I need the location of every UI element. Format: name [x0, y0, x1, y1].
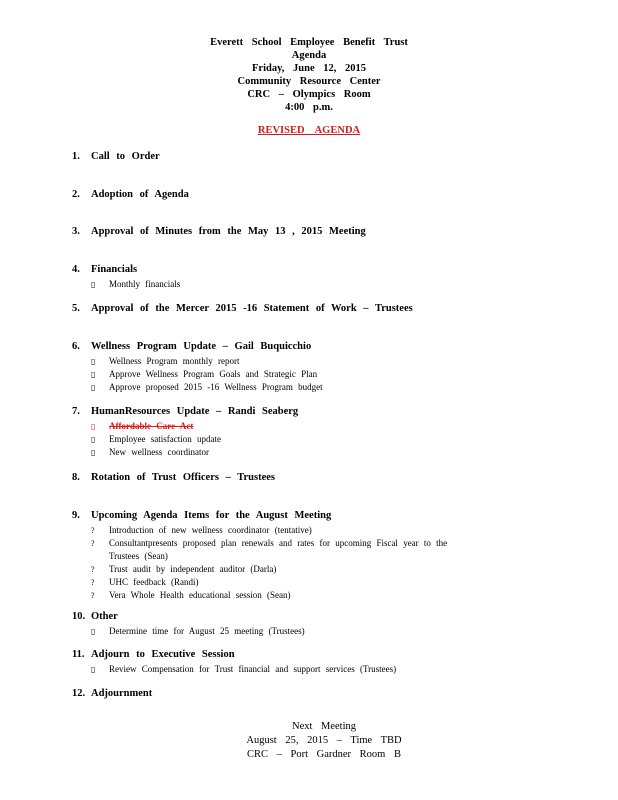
sub-item: ▯ Approve Wellness Program Goals and Strategic Plan — [91, 369, 318, 379]
item-number: 7. — [72, 406, 80, 417]
square-bullet-icon: ▯ — [91, 383, 96, 392]
item-number: 9. — [72, 510, 80, 521]
agenda-item-1 — [72, 150, 542, 163]
item-title: Adjourn to Executive Session — [91, 649, 235, 660]
item-number: 6. — [72, 341, 80, 352]
agenda-item-4 — [72, 263, 542, 291]
meeting-date: Friday, June 12, 2015 — [252, 63, 366, 74]
revised-agenda-label: REVISED AGENDA — [257, 125, 361, 136]
item-number: 4. — [72, 264, 80, 275]
item-number: 10. — [72, 611, 86, 622]
meeting-venue: Community Resource Center — [237, 76, 381, 87]
question-bullet-icon: ? — [91, 591, 95, 600]
item-number: 3. — [72, 226, 80, 237]
item-title: Wellness Program Update – Gail Buquicchio — [91, 341, 312, 352]
next-meeting-footer — [0, 720, 618, 762]
sub-item: ▯ Wellness Program monthly report — [91, 356, 240, 366]
square-bullet-icon: ▯ — [91, 370, 96, 379]
agenda-item-7 — [72, 405, 542, 459]
sub-item: ? UHC feedback (Randi) — [91, 577, 199, 587]
square-bullet-icon: ▯ — [91, 422, 96, 431]
item-number: 11. — [72, 649, 85, 660]
item-number: 1. — [72, 151, 80, 162]
sub-item: ? Introduction of new wellness coordinator (tentative) — [91, 525, 312, 535]
question-bullet-icon: ? — [91, 539, 95, 548]
agenda-item-9 — [72, 509, 542, 602]
item-title: Upcoming Agenda Items for the August Meeting — [91, 510, 332, 521]
square-bullet-icon: ▯ — [91, 435, 96, 444]
sub-item-continuation: Trustees (Sean) — [109, 551, 168, 561]
item-number: 8. — [72, 472, 80, 483]
sub-item: ▯ Monthly financials — [91, 279, 181, 289]
square-bullet-icon: ▯ — [91, 627, 96, 636]
question-bullet-icon: ? — [91, 565, 95, 574]
meeting-room: CRC – Olympics Room — [247, 89, 371, 100]
sub-item: ▯ Employee satisfaction update — [91, 434, 221, 444]
item-title: HumanResources Update – Randi Seaberg — [91, 406, 299, 417]
question-bullet-icon: ? — [91, 526, 95, 535]
square-bullet-icon: ▯ — [91, 357, 96, 366]
agenda-item-11 — [72, 648, 542, 676]
item-title: Adoption of Agenda — [91, 189, 189, 200]
square-bullet-icon: ▯ — [91, 448, 96, 457]
sub-item: ▯ Review Compensation for Trust financial and support services (Trustees) — [91, 664, 397, 674]
agenda-item-5 — [72, 302, 542, 315]
item-number: 12. — [72, 688, 86, 699]
agenda-item-10 — [72, 610, 542, 638]
square-bullet-icon: ▯ — [91, 280, 96, 289]
sub-item: ▯ New wellness coordinator — [91, 447, 209, 457]
item-title: Financials — [91, 264, 138, 275]
sub-item: ? Trust audit by independent auditor (Darla) — [91, 564, 277, 574]
sub-item: ▯ Approve proposed 2015 -16 Wellness Program budget — [91, 382, 323, 392]
item-number: 2. — [72, 189, 80, 200]
sub-item: ▯ Determine time for August 25 meeting (Trustees) — [91, 626, 305, 636]
item-number: 5. — [72, 303, 80, 314]
sub-item-struck: ▯ Affordable Care Act — [91, 421, 194, 431]
item-title: Other — [91, 611, 118, 622]
item-title: Call to Order — [91, 151, 160, 162]
next-meeting-room: CRC – Port Gardner Room B — [247, 749, 401, 760]
sub-item: ? Consultantpresents proposed plan renewals and rates for upcoming Fiscal year to the — [91, 538, 448, 548]
agenda-item-8 — [72, 471, 542, 484]
item-title: Approval of Minutes from the May 13 , 2015 Meeting — [91, 226, 366, 237]
organization-title: Everett School Employee Benefit Trust — [210, 37, 408, 48]
sub-item: ? Vera Whole Health educational session (Sean) — [91, 590, 291, 600]
item-title: Adjournment — [91, 688, 153, 699]
square-bullet-icon: ▯ — [91, 665, 96, 674]
item-title: Approval of the Mercer 2015 -16 Statement of Work – Trustees — [91, 303, 413, 314]
next-meeting-date: August 25, 2015 – Time TBD — [246, 735, 402, 746]
agenda-item-12 — [72, 687, 542, 700]
agenda-item-3 — [72, 225, 542, 238]
item-title: Rotation of Trust Officers – Trustees — [91, 472, 275, 483]
question-bullet-icon: ? — [91, 578, 95, 587]
document-title: Agenda — [291, 50, 327, 61]
next-meeting-label: Next Meeting — [291, 721, 357, 732]
agenda-item-6 — [72, 340, 542, 394]
agenda-header — [0, 36, 618, 114]
meeting-time: 4:00 p.m. — [285, 102, 333, 113]
agenda-item-2 — [72, 188, 542, 201]
